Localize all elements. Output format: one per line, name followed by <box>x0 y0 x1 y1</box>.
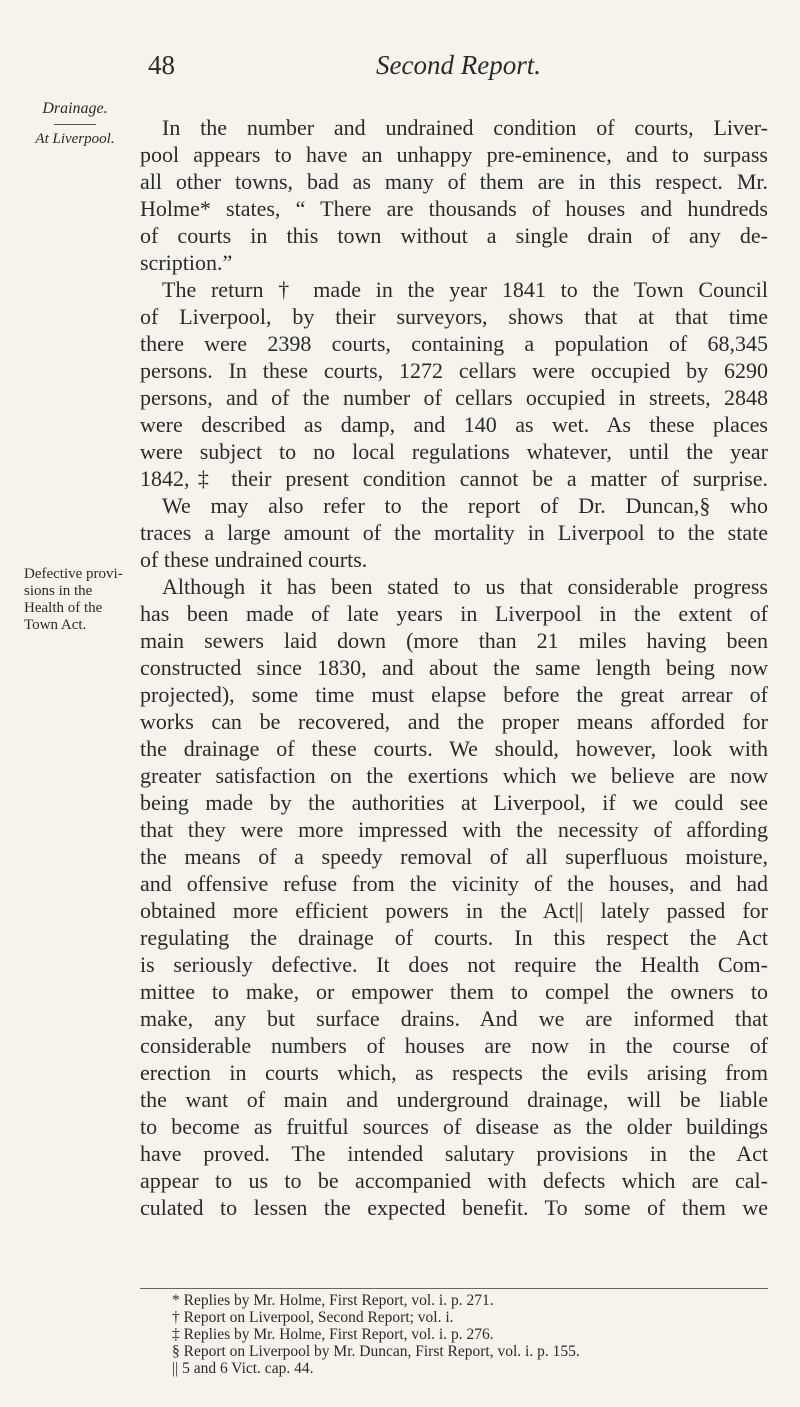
body-line: In the number and undrained condition of courts, Liver- <box>162 115 768 140</box>
margin-note-drainage <box>24 100 126 148</box>
body-line: 1842,‡ their present condition cannot be a matter of surprise. <box>140 466 768 491</box>
body-line: make, any but surface drains. And we are informed that <box>140 1006 768 1031</box>
body-line: the want of main and underground drainage, will be liable <box>140 1087 768 1112</box>
body-line: considerable numbers of houses are now in the course of <box>140 1033 768 1058</box>
footnote: † Report on Liverpool, Second Report; vol. i. <box>172 1309 454 1326</box>
margin-note-line: sions in the <box>24 583 93 599</box>
body-line: Although it has been stated to us that considerable progress <box>162 574 768 599</box>
footnote-rule <box>140 1288 768 1289</box>
margin-note-line: Defective provi- <box>24 566 123 582</box>
body-line: constructed since 1830, and about the same length being now <box>140 655 768 680</box>
body-line: scription.” <box>140 250 233 275</box>
body-line: appear to us to be accompanied with defects which are cal- <box>140 1168 768 1193</box>
body-line: to become as fruitful sources of disease as the older buildings <box>140 1114 768 1139</box>
margin-heading-drainage: Drainage. <box>42 100 108 117</box>
margin-rule <box>54 124 96 125</box>
body-line: the drainage of these courts. We should, however, look with <box>140 736 768 761</box>
footnote: * Replies by Mr. Holme, First Report, vol. i. p. 271. <box>172 1292 494 1309</box>
body-line: being made by the authorities at Liverpool, if we could see <box>140 790 768 815</box>
body-line: and offensive refuse from the vicinity of the houses, and had <box>140 871 768 896</box>
body-line: there were 2398 courts, containing a population of 68,345 <box>140 331 768 356</box>
body-line: We may also refer to the report of Dr. Duncan,§ who <box>162 493 768 518</box>
page-header <box>0 50 800 94</box>
body-line: erection in courts which, as respects the evils arising from <box>140 1060 768 1085</box>
margin-note-line: Town Act. <box>24 617 87 633</box>
body-line: projected), some time must elapse before the great arrear of <box>140 682 768 707</box>
body-line: all other towns, bad as many of them are in this respect. Mr. <box>140 169 768 194</box>
margin-note-line: Health of the <box>24 600 103 616</box>
footnote: || 5 and 6 Vict. cap. 44. <box>172 1360 314 1377</box>
body-line: obtained more efficient powers in the Act|| lately passed for <box>140 898 768 923</box>
body-line: pool appears to have an unhappy pre-eminence, and to surpass <box>140 142 768 167</box>
page-number: 48 <box>148 50 175 80</box>
body-line: works can be recovered, and the proper means afforded for <box>140 709 768 734</box>
footnote: § Report on Liverpool by Mr. Duncan, First Report, vol. i. p. 155. <box>172 1343 580 1360</box>
body-line: Holme* states, “ There are thousands of houses and hundreds <box>140 196 768 221</box>
body-line: the means of a speedy removal of all superfluous moisture, <box>140 844 768 869</box>
body-line: has been made of late years in Liverpool in the extent of <box>140 601 768 626</box>
body-line: The return † made in the year 1841 to the Town Council <box>162 277 768 302</box>
body-line: were described as damp, and 140 as wet. As these places <box>140 412 768 437</box>
body-line: culated to lessen the expected benefit. To some of them we <box>140 1195 768 1220</box>
margin-note-defective-provisions <box>24 566 124 634</box>
body-line: of Liverpool, by their surveyors, shows that at that time <box>140 304 768 329</box>
body-line: greater satisfaction on the exertions which we believe are now <box>140 763 768 788</box>
body-line: that they were more impressed with the necessity of affording <box>140 817 768 842</box>
running-title: Second Report. <box>376 50 541 80</box>
body-line: is seriously defective. It does not require the Health Com- <box>140 952 768 977</box>
body-line: main sewers laid down (more than 21 miles having been <box>140 628 768 653</box>
body-line: of these undrained courts. <box>140 547 368 572</box>
body-line: traces a large amount of the mortality in Liverpool to the state <box>140 520 768 545</box>
body-line: regulating the drainage of courts. In this respect the Act <box>140 925 768 950</box>
body-line: were subject to no local regulations whatever, until the year <box>140 439 768 464</box>
body-line: have proved. The intended salutary provisions in the Act <box>140 1141 768 1166</box>
margin-note-liverpool: At Liverpool. <box>35 131 115 147</box>
body-line: persons. In these courts, 1272 cellars were occupied by 6290 <box>140 358 768 383</box>
footnotes <box>172 1292 768 1377</box>
footnote: ‡ Replies by Mr. Holme, First Report, vol. i. p. 276. <box>172 1326 494 1343</box>
body-line: of courts in this town without a single drain of any de- <box>140 223 768 248</box>
body-line: persons, and of the number of cellars occupied in streets, 2848 <box>140 385 768 410</box>
body-line: mittee to make, or empower them to compel the owners to <box>140 979 768 1004</box>
body-text <box>140 114 768 1221</box>
